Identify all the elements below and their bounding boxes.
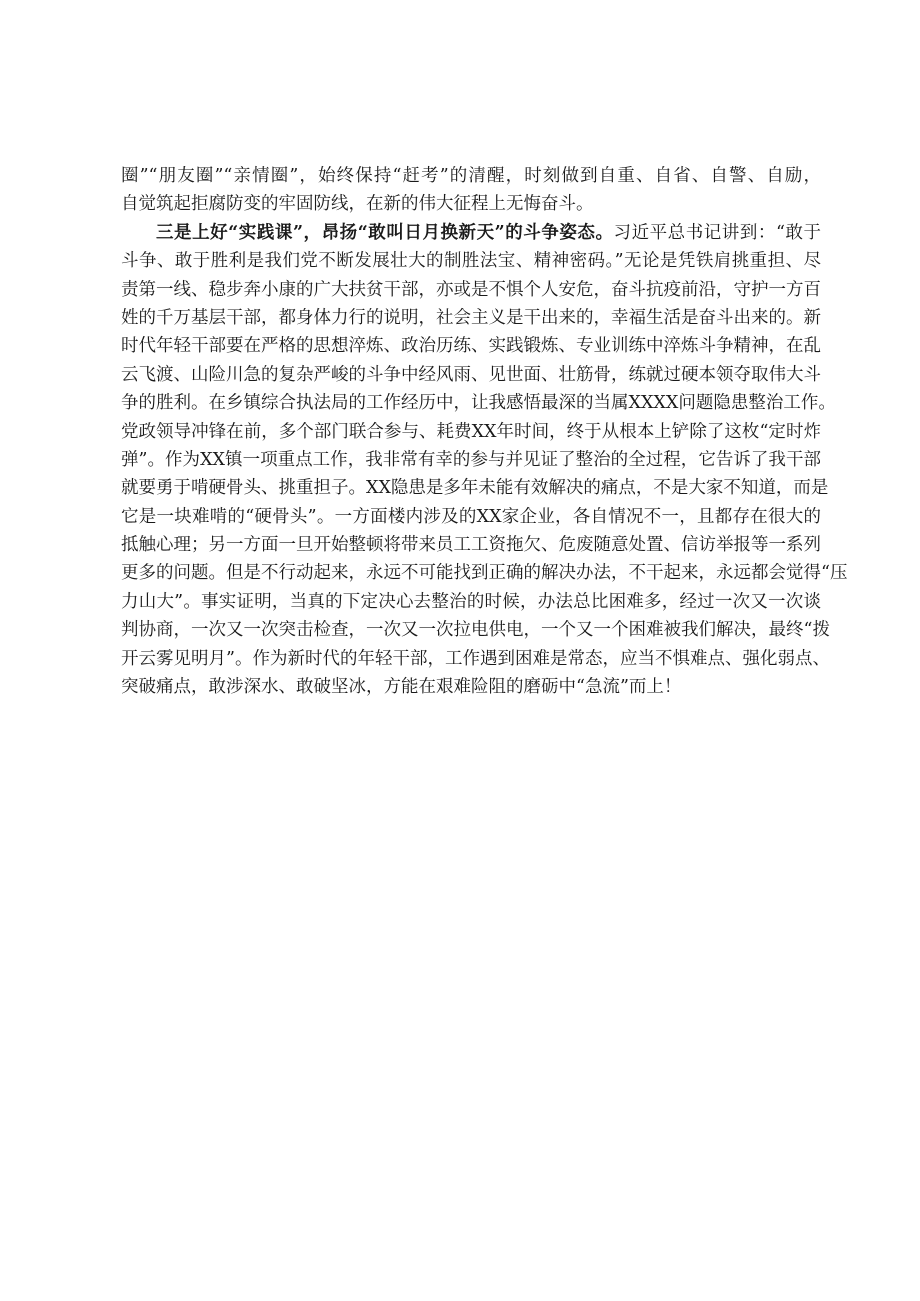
text-line: 党政领导冲锋在前，多个部门联合参与、耗费XX年时间，终于从根本上铲除了这枚“定时炸 <box>121 421 821 442</box>
text-line: 斗争、敢于胜利是我们党不断发展壮大的制胜法宝、精神密码。”无论是凭铁肩挑重担、尽 <box>121 251 821 272</box>
text-line: 云飞渡、山险川急的复杂严峻的斗争中经风雨、见世面、壮筋骨，练就过硬本领夺取伟大斗 <box>121 364 821 385</box>
text-line: 弹”。作为XX镇一项重点工作，我非常有幸的参与并见证了整治的全过程，它告诉了我干部 <box>121 449 821 470</box>
text-run: 习近平总书记讲到：“敢于 <box>613 222 821 243</box>
text-line: 判协商，一次又一次突击检查，一次又一次拉电供电，一个又一个困难被我们解决，最终“拨 <box>121 620 830 641</box>
text-line: 时代年轻干部要在严格的思想淬炼、政治历练、实践锻炼、专业训练中淬炼斗争精神，在乱 <box>121 336 821 357</box>
text-line: 它是一块难啃的“硬骨头”。一方面楼内涉及的XX家企业，各自情况不一，且都存在很大的 <box>121 506 821 527</box>
text-line: 抵触心理；另一方面一旦开始整顿将带来员工工资拖欠、危废随意处置、信访举报等一系列 <box>121 535 821 556</box>
paragraph-2 <box>121 219 848 702</box>
section-heading: 三是上好“实践课”，昂扬“敢叫日月换新天”的斗争姿态。 <box>156 222 614 243</box>
text-line: 更多的问题。但是不行动起来，永远不可能找到正确的解决办法，不干起来，永远都会觉得“压 <box>121 563 848 584</box>
text-line: 突破痛点，敢涉深水、敢破坚冰，方能在艰难险阻的磨砺中“急流”而上！ <box>121 677 682 698</box>
text-line: 就要勇于啃硬骨头、挑重担子。XX隐患是多年未能有效解决的痛点，不是大家不知道，而是 <box>121 478 829 499</box>
text-line: 责第一线、稳步奔小康的广大扶贫干部，亦或是不惧个人安危，奋斗抗疫前沿，守护一方百 <box>121 279 821 300</box>
document-body <box>121 162 848 701</box>
text-line <box>121 219 821 247</box>
text-line: 开云雾见明月”。作为新时代的年轻干部，工作遇到困难是常态，应当不惧难点、强化弱点、 <box>121 648 830 669</box>
text-line: 圈”“朋友圈”“亲情圈”，始终保持“赶考”的清醒，时刻做到自重、自省、自警、自励， <box>121 166 821 186</box>
text-line: 力山大”。事实证明，当真的下定决心去整治的时候，办法总比困难多，经过一次又一次谈 <box>121 591 821 612</box>
paragraph-1 <box>121 162 821 219</box>
text-line: 自觉筑起拒腐防变的牢固防线，在新的伟大征程上无悔奋斗。 <box>121 194 594 215</box>
text-line: 姓的千万基层干部，都身体力行的说明，社会主义是干出来的，幸福生活是奋斗出来的。新 <box>121 307 821 328</box>
text-line: 争的胜利。在乡镇综合执法局的工作经历中，让我感悟最深的当属XXXX问题隐患整治工作。 <box>121 393 836 414</box>
